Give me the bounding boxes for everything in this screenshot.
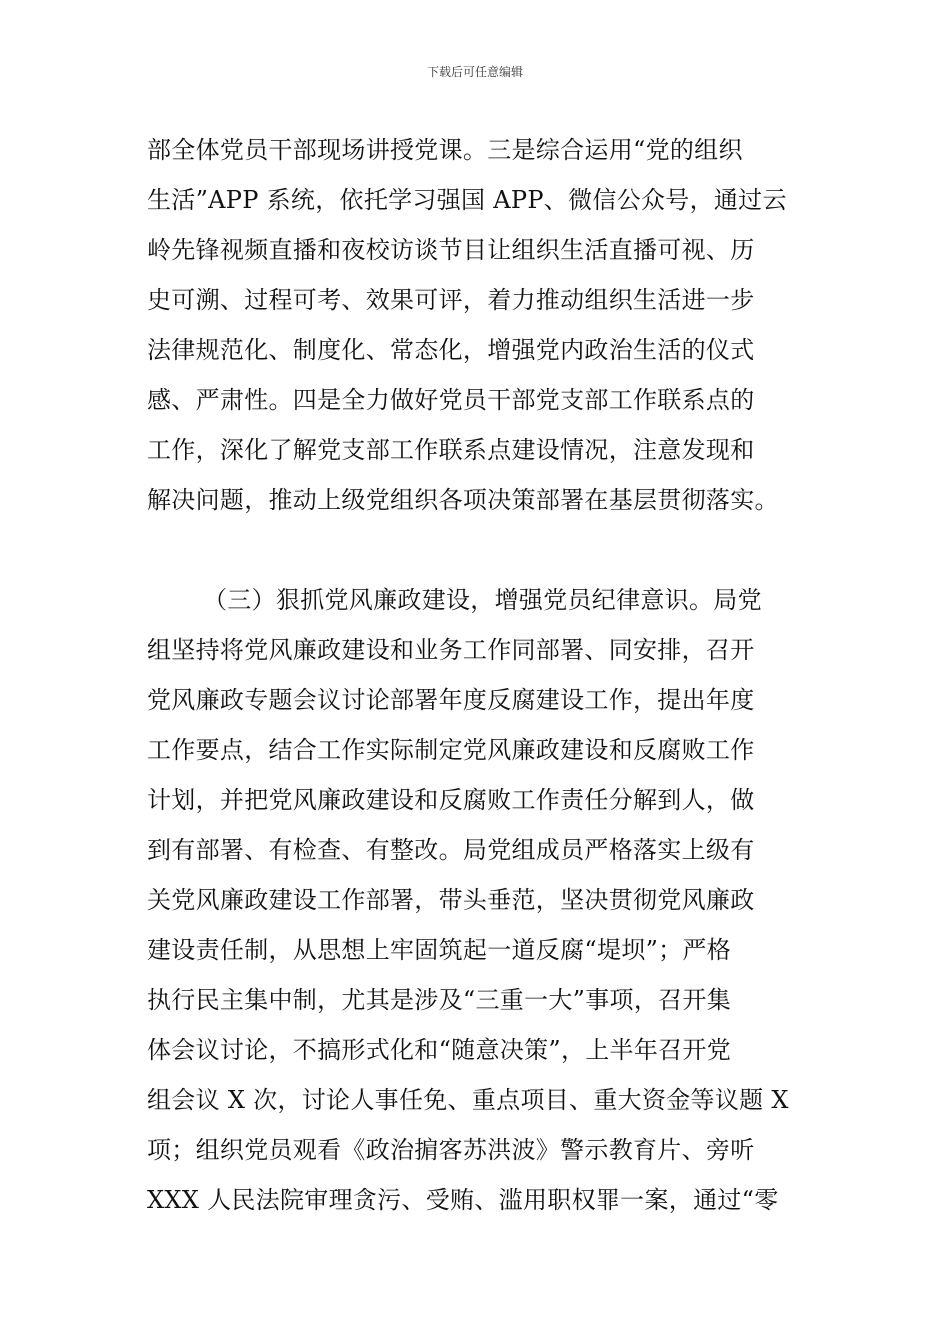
text-line: 感、严肃性。四是全力做好党员干部党支部工作联系点的 <box>147 386 755 414</box>
text-line: 组坚持将党风廉政建设和业务工作同部署、同安排，召开 <box>147 636 755 664</box>
text-line: 工作，深化了解党支部工作联系点建设情况，注意发现和 <box>147 436 755 464</box>
text-line: 建设责任制，从思想上牢固筑起一道反腐“堤坝”；严格 <box>147 936 732 964</box>
text-line: 计划，并把党风廉政建设和反腐败工作责任分解到人，做 <box>147 786 755 814</box>
text-line: 执行民主集中制，尤其是涉及“三重一大”事项，召开集 <box>147 986 732 1014</box>
text-line: 生活”APP 系统，依托学习强国 APP、微信公众号，通过云 <box>147 186 787 214</box>
text-line: 工作要点，结合工作实际制定党风廉政建设和反腐败工作 <box>147 736 755 764</box>
text-line: 党风廉政专题会议讨论部署年度反腐建设工作，提出年度 <box>147 686 755 714</box>
text-line: 到有部署、有检查、有整改。局党组成员严格落实上级有 <box>147 836 755 864</box>
text-line: 史可溯、过程可考、效果可评，着力推动组织生活进一步 <box>147 286 755 314</box>
text-line: 体会议讨论，不搞形式化和“随意决策”，上半年召开党 <box>147 1036 732 1064</box>
text-line: 解决问题，推动上级党组织各项决策部署在基层贯彻落实。 <box>147 486 779 514</box>
text-line: 法律规范化、制度化、常态化，增强党内政治生活的仪式 <box>147 336 755 364</box>
text-line: 关党风廉政建设工作部署，带头垂范，坚决贯彻党风廉政 <box>147 886 755 914</box>
text-line: 项；组织党员观看《政治掮客苏洪波》警示教育片、旁听 <box>147 1136 755 1164</box>
text-line: 部全体党员干部现场讲授党课。三是综合运用“党的组织 <box>147 136 743 164</box>
text-line: XXX 人民法院审理贪污、受贿、滥用职权罪一案，通过“零 <box>147 1186 779 1214</box>
page-header: 下载后可任意编辑 <box>426 65 523 79</box>
text-line: 岭先锋视频直播和夜校访谈节目让组织生活直播可视、历 <box>147 236 755 264</box>
text-line: 组会议 X 次，讨论人事任免、重点项目、重大资金等议题 X <box>147 1086 789 1114</box>
text-line: （三）狠抓党风廉政建设，增强党员纪律意识。局党 <box>203 586 762 614</box>
